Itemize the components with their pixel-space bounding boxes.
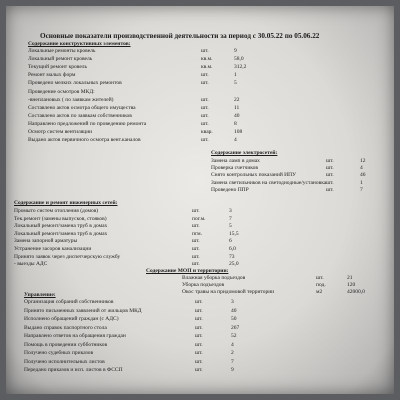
row-label: Организация собраний собственников: [24, 299, 114, 305]
row-value: 4: [234, 137, 237, 144]
row-label: Замена запорной арматуры: [14, 238, 78, 245]
row-value: 3: [231, 299, 234, 305]
row-label: Влажная уборка подъездов: [182, 275, 246, 281]
row-unit: шт.: [195, 358, 203, 365]
row-label: Текущий ремонт кровель: [28, 64, 88, 71]
row-label: Передано приказов и исп. листов в ФССП: [24, 367, 123, 373]
row-label: Окос травы на придомовой территории: [182, 289, 275, 296]
row-unit: шт.: [195, 333, 203, 339]
row-value: 9: [231, 367, 234, 373]
row-label: Уборка подъездов: [182, 282, 225, 289]
row-label: Исполнено обращений граждан (с АДС): [24, 316, 119, 322]
row-unit: шт.: [195, 299, 203, 305]
row-label: Проведено ППР: [211, 186, 249, 193]
row-unit: пог.м.: [192, 215, 206, 222]
row-unit: шт.: [326, 179, 334, 186]
document-title: Основные показатели производственной деятельности за период с 30.05.22 по 05.06.22: [40, 32, 320, 40]
row-value: 1: [234, 72, 237, 79]
row-unit: шт.: [201, 96, 209, 103]
row-value: 58,0: [234, 56, 244, 63]
row-value: 52: [231, 333, 237, 339]
row-value: 6,0: [229, 246, 236, 252]
row-value: 25,0: [229, 261, 239, 268]
row-value: 40: [234, 112, 240, 119]
row-value: 7: [229, 215, 232, 222]
row-value: 21: [347, 275, 353, 281]
row-value: 40: [231, 307, 237, 314]
row-label: Принято письменных заявлений от жильцов МКД: [24, 307, 142, 314]
row-value: 6: [229, 238, 232, 245]
row-label: Проверка счетчиков: [211, 165, 259, 172]
row-value: 15,5: [229, 230, 239, 237]
row-unit: шт.: [195, 350, 203, 356]
electric-heading: Содержание электросетей:: [211, 150, 278, 156]
row-unit: шт.: [326, 165, 334, 172]
row-value: 4: [231, 341, 234, 348]
row-label: Тек.ремонт (замены выпусков, стояков): [14, 215, 107, 222]
row-unit: шт.: [201, 120, 209, 127]
row-unit: шт.: [192, 253, 200, 260]
row-unit: шт.: [192, 223, 200, 230]
row-unit: шт.: [192, 261, 200, 268]
row-label: Замена светильников на светодиодные/установка: [211, 179, 327, 186]
row-value: 46: [360, 172, 366, 179]
row-unit: квар.: [201, 129, 213, 135]
row-label: Проведение осмотров МКД:: [28, 88, 95, 95]
row-value: 11: [234, 104, 240, 111]
row-unit: шт.: [192, 246, 200, 252]
row-unit: шт.: [326, 186, 334, 193]
row-label: Составлено актов осмотра общего имущества: [28, 104, 136, 111]
row-unit: шт.: [195, 367, 203, 373]
row-unit: шт.: [195, 316, 203, 322]
row-label: Снято контрольных показаний ИПУ: [211, 172, 296, 179]
row-label: Принято заявок через диспетчерскую службу: [14, 253, 121, 260]
row-label: Промыто систем отопления (домов): [14, 208, 99, 214]
mop-heading: Содержание МОП и территории:: [146, 268, 229, 274]
row-unit: м2: [316, 289, 323, 296]
row-value: 9: [234, 48, 237, 54]
document-sheet: [6, 6, 394, 394]
row-unit: шт.: [195, 341, 203, 348]
row-unit: шт.: [201, 104, 209, 111]
row-label: Проведено мелких локальных ремонтов: [28, 80, 122, 87]
row-label: Локальный ремонт/замена труб в домах: [14, 230, 108, 237]
row-label: Составлено актов по заявкам собственников: [28, 112, 132, 119]
engineering-heading: Содержание и ремонт инженерных сетей:: [14, 200, 118, 206]
row-unit: шт.: [326, 158, 334, 164]
row-label: Локальный ремонт кровель: [28, 56, 93, 63]
row-label: Получено судебных приказов: [24, 350, 94, 356]
row-unit: шт.: [195, 324, 203, 331]
row-value: 7: [360, 186, 363, 193]
row-value: 42000,0: [347, 289, 365, 296]
row-unit: шт.: [201, 72, 209, 79]
construction-heading: Содержание конструктивных элементов:: [28, 41, 131, 47]
row-label: Локальный ремонт/замена труб в домах: [14, 223, 108, 230]
row-value: 7: [231, 358, 234, 365]
row-unit: шт.: [326, 172, 334, 179]
row-value: 22: [234, 96, 240, 103]
row-value: 108: [234, 129, 243, 135]
row-value: 8: [234, 120, 237, 127]
row-label: Локальные ремонты кровель: [28, 48, 96, 54]
management-heading: Управление:: [24, 292, 56, 298]
row-unit: шт.: [201, 137, 209, 144]
row-value: 5: [229, 223, 232, 230]
row-value: 73: [229, 253, 235, 260]
row-value: 312,2: [234, 64, 247, 71]
row-label: Осмотр систем вентиляции: [28, 129, 93, 135]
row-label: Направлено ответов на обращения граждан: [24, 333, 126, 339]
row-value: 1: [360, 179, 363, 186]
row-label: Выдано актов первичного осмотра вент.каналов: [28, 137, 141, 144]
row-label: -внеплановых ( по заявкам жителей): [28, 96, 114, 103]
row-value: 2: [231, 350, 234, 356]
row-label: Получено исполнительных листов: [24, 358, 105, 365]
row-unit: пгм.: [192, 230, 202, 237]
row-unit: шт.: [201, 80, 209, 87]
row-unit: шт.: [192, 208, 200, 214]
row-value: 12: [360, 158, 366, 164]
row-label: - выезды АДС: [14, 261, 48, 268]
row-label: Направлено предложений по проведению ремонта: [28, 120, 147, 127]
row-value: 3: [229, 208, 232, 214]
row-value: 4: [360, 165, 363, 172]
row-unit: шт.: [201, 112, 209, 119]
row-value: 267: [231, 324, 240, 331]
row-unit: под.: [316, 282, 326, 289]
row-unit: шт.: [192, 238, 200, 245]
row-value: 120: [347, 282, 356, 289]
row-label: Устранение засоров канализации: [14, 246, 92, 252]
row-label: Ремонт малых форм: [28, 72, 76, 79]
row-value: 5: [234, 80, 237, 87]
row-unit: шт.: [316, 275, 324, 281]
row-unit: шт.: [195, 307, 203, 314]
row-unit: кв.м.: [201, 56, 213, 63]
row-unit: шт.: [201, 48, 209, 54]
row-value: 50: [231, 316, 237, 322]
row-unit: кв.м.: [201, 64, 213, 71]
row-label: Замена ламп в домах: [211, 158, 260, 164]
row-label: Выдано справок паспортного стола: [24, 324, 107, 331]
row-label: Помощь в проведении субботников: [24, 341, 108, 348]
